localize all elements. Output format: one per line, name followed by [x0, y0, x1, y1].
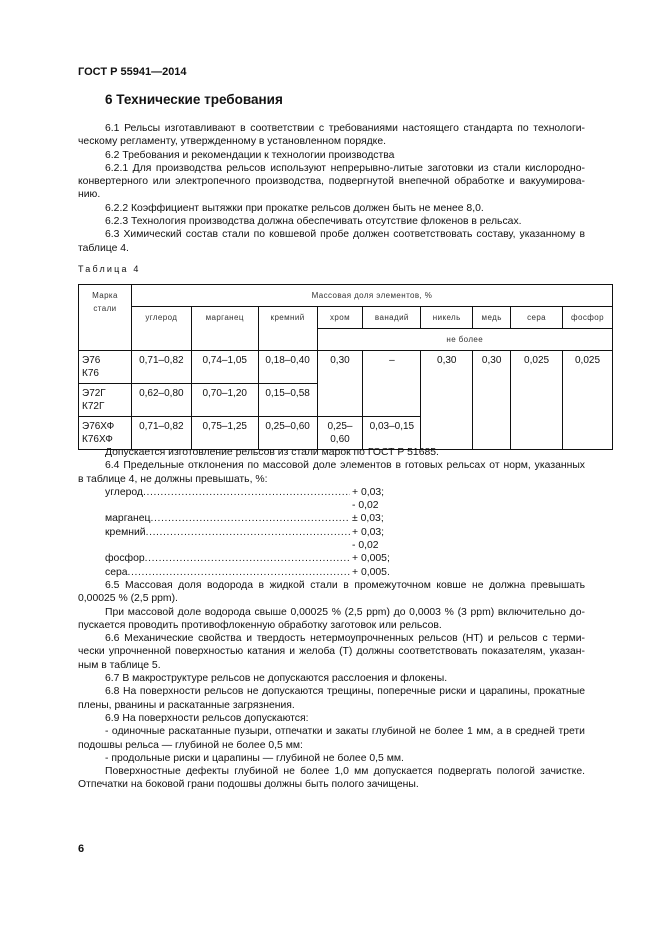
silicon-cell: 0,18–0,40 — [258, 351, 317, 384]
silicon-cell: 0,15–0,58 — [258, 384, 317, 417]
chemical-composition-table — [78, 284, 613, 450]
section-title: 6 Технические требования — [105, 92, 283, 107]
paragraph-line: конвертерного или электропечного производства, подвергнутой внепечной обработке и вакуумирова- — [78, 176, 585, 188]
paragraph-line: 6.2.2 Коэффициент вытяжки при прокатке рельсов должен быть не менее 8,0. — [105, 202, 484, 214]
header-phosphorus: фосфор — [563, 307, 613, 329]
deviation-value: + 0,005; — [352, 553, 390, 565]
paragraph-line: 0,00025 % (2,5 ppm). — [78, 593, 178, 605]
deviation-item — [78, 566, 405, 579]
deviation-item — [78, 526, 405, 539]
deviation-value: ± 0,03; — [352, 513, 384, 525]
deviation-value: + 0,03; — [352, 486, 385, 498]
paragraph-line: таблице 4. — [78, 242, 129, 254]
deviation-item — [78, 512, 405, 525]
element-name: сера — [105, 566, 128, 578]
vanadium-cell: – — [363, 351, 421, 417]
element-name: фосфор — [105, 553, 145, 565]
deviation-value: + 0,03; — [352, 526, 385, 538]
header-sulfur: сера — [511, 307, 563, 329]
element-name: кремний — [105, 526, 146, 538]
paragraph-line: 6.8 На поверхности рельсов не допускаются трещины, поперечные риски и царапины, прокатные — [105, 686, 585, 698]
paragraph-line: Поверхностные дефекты глубиной не более 1,0 мм допускается подвергать пологой зачистке. — [105, 766, 585, 778]
paragraph-line: 6.2.1 Для производства рельсов используют непрерывно-литые заготовки из стали кислородно- — [105, 162, 585, 174]
deviation-list — [78, 486, 585, 579]
paragraph-line: 6.2 Требования и рекомендации к технологии производства — [105, 149, 395, 161]
deviation-value: - 0,02 — [352, 540, 379, 552]
carbon-cell: 0,71–0,82 — [131, 351, 191, 384]
header-max-note: не более — [317, 329, 612, 351]
page-number: 6 — [78, 843, 85, 855]
header-chromium: хром — [317, 307, 363, 329]
allowed-grades-note: Допускается изготовление рельсов из стали марок по ГОСТ Р 51685. — [105, 447, 439, 458]
deviation-item — [78, 499, 650, 512]
header-grade: Марка стали — [79, 285, 132, 351]
p64-line: 6.4 Предельные отклонения по массовой доле элементов в готовых рельсах от норм, указанных — [105, 460, 585, 472]
deviation-item — [78, 486, 405, 499]
document-header: ГОСТ Р 55941—2014 — [78, 66, 187, 78]
grade-cell: Э76 К76 — [79, 351, 132, 384]
phosphorus-cell: 0,025 — [563, 351, 613, 450]
paragraph-line: ным в таблице 5. — [78, 659, 161, 671]
deviation-item — [78, 552, 405, 565]
table-caption: Таблица 4 — [78, 264, 141, 274]
paragraph-line: - продольные риски и царапины — глубиной не более 0,5 мм. — [105, 752, 404, 764]
paragraph-line: Отпечатки на боковой грани подошвы должны быть полого зачищены. — [78, 779, 419, 791]
grade-cell: Э72Г К72Г — [79, 384, 132, 417]
manganese-cell: 0,74–1,05 — [191, 351, 258, 384]
paragraph-line: 6.7 В макроструктуре рельсов не допускаются расслоения и флокены. — [105, 673, 448, 685]
paragraph-line: чески упрочненной поверхностью катания и желоба (Т) должны соответствовать показателям, указан- — [78, 646, 585, 658]
paragraphs-after-table — [78, 446, 585, 792]
sulfur-cell: 0,025 — [511, 351, 563, 450]
paragraph-line: пускается проводить противофлокенную обработку заготовок или рельсов. — [78, 619, 442, 631]
paragraph-line: 6.6 Механические свойства и твердость нетермоупрочненных рельсов (НТ) и рельсов с терми- — [105, 633, 585, 645]
carbon-cell: 0,62–0,80 — [131, 384, 191, 417]
deviation-value: + 0,005. — [352, 566, 390, 578]
paragraphs-6-5-to-6-9 — [78, 579, 585, 792]
deviation-value: - 0,02 — [352, 500, 379, 512]
paragraph-line: 6.9 На поверхности рельсов допускаются: — [105, 712, 309, 724]
element-name: марганец — [105, 513, 151, 525]
paragraph-line: нию. — [78, 189, 101, 201]
carbon-cell: 0,71–0,82 — [131, 417, 191, 450]
nickel-cell: 0,30 — [421, 351, 473, 450]
silicon-cell: 0,25–0,60 — [258, 417, 317, 450]
grade-cell: Э76ХФ К76ХФ — [79, 417, 132, 450]
deviation-item — [78, 539, 650, 552]
paragraph-line: - одиночные раскатанные пузыри, отпечатки и закаты глубиной не более 1 мм, а в средней трети — [105, 726, 585, 738]
chromium-cell: 0,25– 0,60 — [317, 417, 363, 450]
header-nickel: никель — [421, 307, 473, 329]
paragraph-line: ческому регламенту, утвержденному в установленном порядке. — [78, 136, 387, 148]
p64-line: в таблице 4, не должны превышать, %: — [78, 473, 268, 485]
header-manganese: марганец — [191, 307, 258, 351]
paragraph-line: При массовой доле водорода свыше 0,00025 % (2,5 ppm) до 0,0003 % (3 ppm) включительно до- — [105, 606, 585, 618]
paragraph-line: 6.2.3 Технология производства должна обеспечивать отсутствие флокенов в рельсах. — [105, 216, 522, 228]
header-copper: медь — [473, 307, 511, 329]
header-carbon: углерод — [131, 307, 191, 351]
manganese-cell: 0,75–1,25 — [191, 417, 258, 450]
paragraph-line: плены, рванины и раскатанные загрязнения. — [78, 699, 295, 711]
paragraph-line: подошвы рельса — глубиной не более 0,5 мм: — [78, 739, 303, 751]
manganese-cell: 0,70–1,20 — [191, 384, 258, 417]
header-mass-fraction: Массовая доля элементов, % — [131, 285, 612, 307]
header-silicon: кремний — [258, 307, 317, 351]
table-row — [79, 351, 613, 384]
paragraph-line: 6.5 Массовая доля водорода в жидкой стали в промежуточном ковше не должна превышать — [105, 579, 585, 591]
copper-cell: 0,30 — [473, 351, 511, 450]
chromium-cell: 0,30 — [317, 351, 363, 417]
paragraph-line: 6.1 Рельсы изготавливают в соответствии с требованиями настоящего стандарта по технологи- — [105, 123, 585, 134]
paragraph-line: 6.3 Химический состав стали по ковшевой пробе должен соответствовать составу, указанному в — [105, 229, 585, 241]
header-vanadium: ванадий — [363, 307, 421, 329]
element-name: углерод — [105, 486, 143, 498]
paragraphs-6-1-to-6-3 — [78, 122, 585, 255]
vanadium-cell: 0,03–0,15 — [363, 417, 421, 450]
